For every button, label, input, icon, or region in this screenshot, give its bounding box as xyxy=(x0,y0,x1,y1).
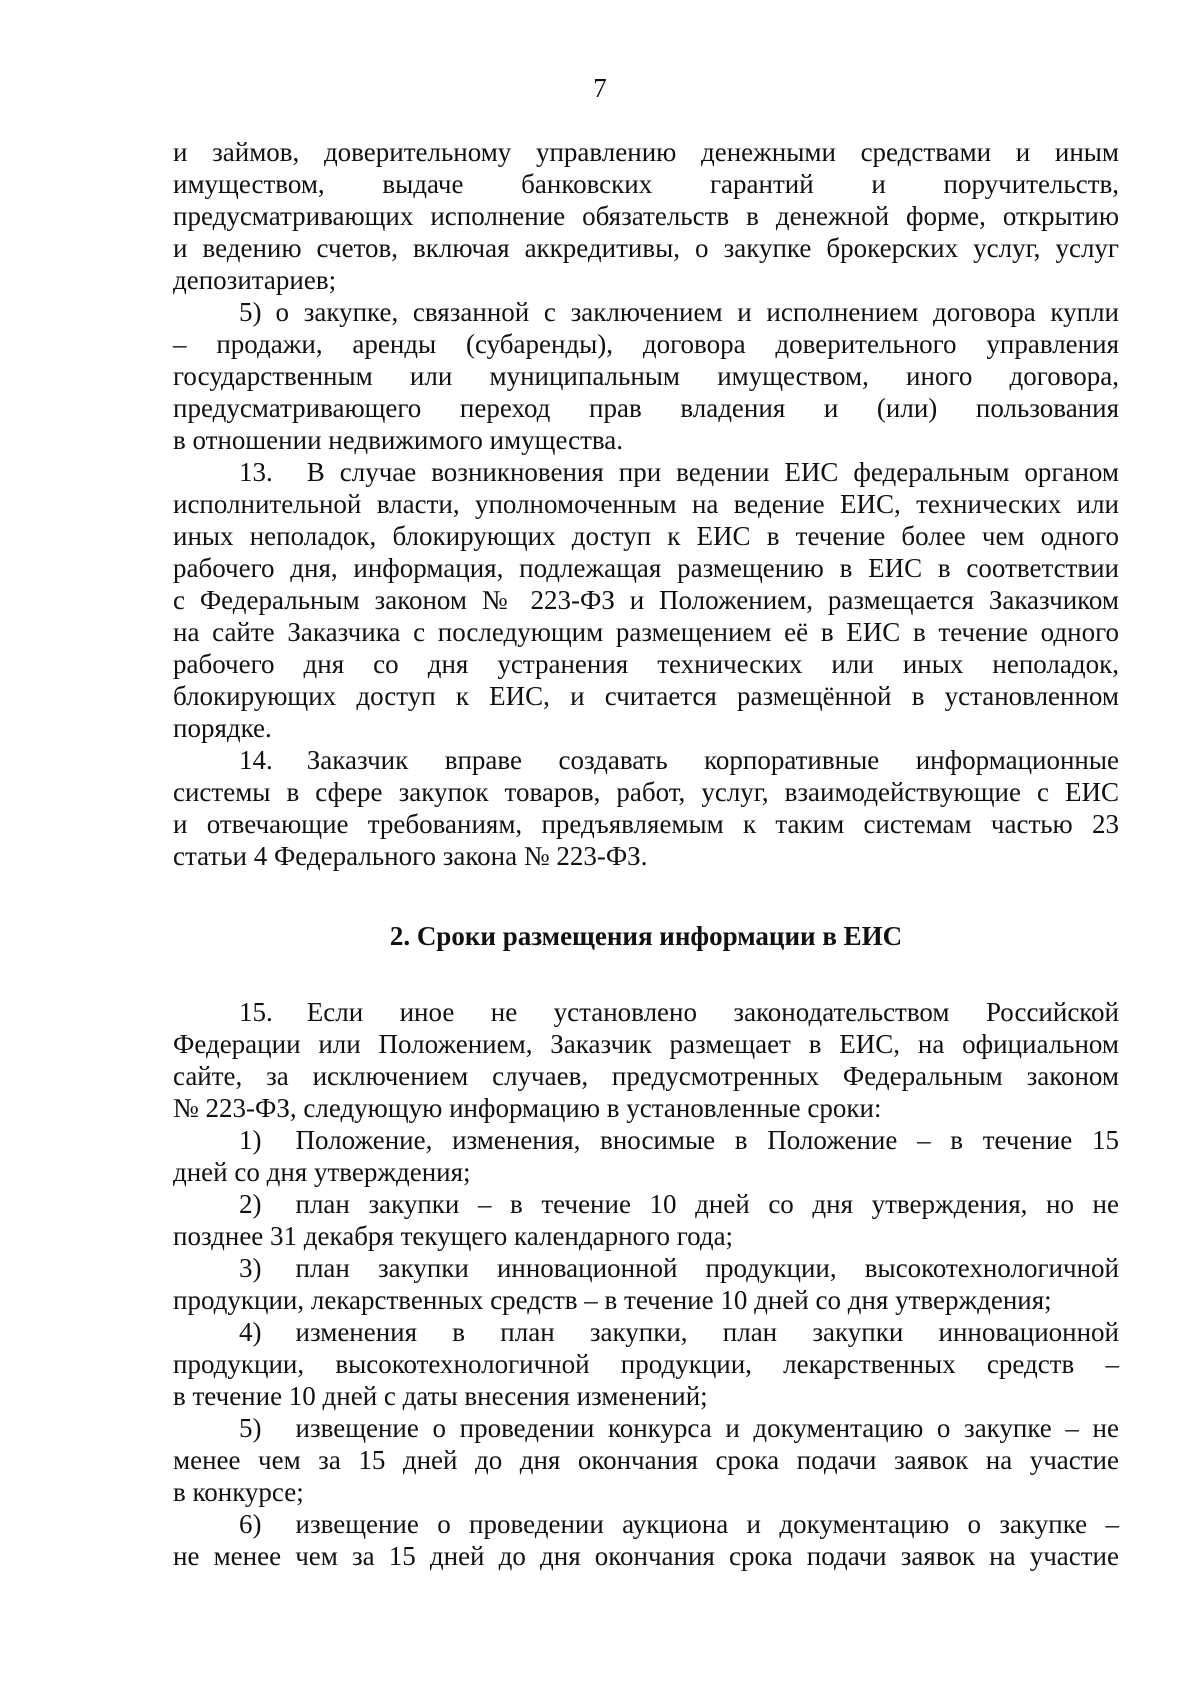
paragraph-number: 14. xyxy=(239,745,273,775)
document-body xyxy=(173,136,1119,1572)
line-text: изменения в план закупки, план закупки инновационной xyxy=(295,1317,1119,1347)
paragraph-number: 5) xyxy=(239,1413,262,1443)
line-text: Заказчик вправе создавать корпоративные информационные xyxy=(306,745,1119,775)
text-line: системы в сфере закупок товаров, работ, услуг, взаимодействующие с ЕИС xyxy=(173,777,1119,807)
text-line: предусматривающего переход прав владения и (или) пользования xyxy=(173,393,1119,423)
line-text: извещение о проведении аукциона и документацию о закупке – xyxy=(295,1509,1119,1539)
text-line: менее чем за 15 дней до дня окончания срока подачи заявок на участие xyxy=(173,1445,1119,1475)
text-line: и ведению счетов, включая аккредитивы, о закупке брокерских услуг, услуг xyxy=(173,233,1119,263)
paragraphs-top xyxy=(173,136,1119,872)
paragraph-i4 xyxy=(173,1316,1119,1412)
paragraph-number: 2) xyxy=(239,1189,262,1219)
text-line: – продажи, аренды (субаренды), договора доверительного управления xyxy=(173,329,1119,359)
paragraph-p15 xyxy=(173,996,1119,1124)
text-line: с Федеральным законом № 223-ФЗ и Положением, размещается Заказчиком xyxy=(173,585,1119,615)
text-line: на сайте Заказчика с последующим размещением её в ЕИС в течение одного xyxy=(173,617,1119,647)
text-line: № 223-ФЗ, следующую информацию в установленные сроки: xyxy=(173,1093,882,1123)
paragraph-cont xyxy=(173,136,1119,296)
text-line: порядке. xyxy=(173,713,272,743)
paragraph-i3 xyxy=(173,1252,1119,1316)
text-line xyxy=(173,296,1119,328)
paragraph-i5 xyxy=(173,1412,1119,1508)
paragraph-p14 xyxy=(173,744,1119,872)
text-line xyxy=(173,1316,1119,1348)
text-line: рабочего дня, информация, подлежащая размещению в ЕИС в соответствии xyxy=(173,553,1119,583)
text-line xyxy=(173,744,1119,776)
text-line: блокирующих доступ к ЕИС, и считается размещённой в установленном xyxy=(173,681,1119,711)
text-line: рабочего дня со дня устранения технических или иных неполадок, xyxy=(173,649,1119,679)
text-line xyxy=(173,996,1119,1028)
paragraph-p13 xyxy=(173,456,1119,744)
text-line xyxy=(173,1508,1119,1540)
text-line: статьи 4 Федерального закона № 223-ФЗ. xyxy=(173,841,648,871)
paragraph-number: 3) xyxy=(239,1253,262,1283)
text-line: в отношении недвижимого имущества. xyxy=(173,425,624,455)
text-line: Федерации или Положением, Заказчик размещает в ЕИС, на официальном xyxy=(173,1029,1119,1059)
text-line: предусматривающих исполнение обязательств в денежной форме, открытию xyxy=(173,201,1119,231)
text-line: сайте, за исключением случаев, предусмотренных Федеральным законом xyxy=(173,1061,1119,1091)
paragraph-number: 1) xyxy=(239,1125,262,1155)
text-line: дней со дня утверждения; xyxy=(173,1157,471,1187)
text-line: в течение 10 дней с даты внесения изменений; xyxy=(173,1381,708,1411)
paragraph-number: 13. xyxy=(239,457,273,487)
paragraph-i6 xyxy=(173,1508,1119,1572)
text-line: иных неполадок, блокирующих доступ к ЕИС в течение более чем одного xyxy=(173,521,1119,551)
line-text: о закупке, связанной с заключением и исполнением договора купли xyxy=(275,297,1119,327)
line-text: план закупки инновационной продукции, высокотехнологичной xyxy=(295,1253,1119,1283)
paragraph-number: 15. xyxy=(239,997,273,1027)
text-line: имуществом, выдаче банковских гарантий и поручительств, xyxy=(173,169,1119,199)
paragraphs-bottom xyxy=(173,996,1119,1572)
section-heading: 2. Сроки размещения информации в ЕИС xyxy=(389,921,903,951)
paragraph-i2 xyxy=(173,1188,1119,1252)
page-number: 7 xyxy=(593,73,607,103)
line-text: извещение о проведении конкурса и документацию о закупке – не xyxy=(295,1413,1119,1443)
line-text: Положение, изменения, вносимые в Положение – в течение 15 xyxy=(295,1125,1119,1155)
text-line: позднее 31 декабря текущего календарного года; xyxy=(173,1221,734,1251)
line-text: план закупки – в течение 10 дней со дня утверждения, но не xyxy=(295,1189,1119,1219)
paragraph-i1 xyxy=(173,1124,1119,1188)
line-text: Если иное не установлено законодательством Российской xyxy=(306,997,1119,1027)
paragraph-number: 5) xyxy=(239,297,262,327)
text-line: продукции, высокотехнологичной продукции, лекарственных средств – xyxy=(173,1349,1119,1379)
text-line: депозитариев; xyxy=(173,265,337,295)
text-line: продукции, лекарственных средств – в течение 10 дней со дня утверждения; xyxy=(173,1285,1052,1315)
text-line: исполнительной власти, уполномоченным на ведение ЕИС, технических или xyxy=(173,489,1119,519)
paragraph-item5 xyxy=(173,296,1119,456)
paragraph-number: 4) xyxy=(239,1317,262,1347)
text-line xyxy=(173,1412,1119,1444)
line-text: В случае возникновения при ведении ЕИС федеральным органом xyxy=(306,457,1119,487)
text-line xyxy=(173,1188,1119,1220)
text-line: не менее чем за 15 дней до дня окончания срока подачи заявок на участие xyxy=(173,1541,1119,1571)
text-line: государственным или муниципальным имуществом, иного договора, xyxy=(173,361,1119,391)
paragraph-number: 6) xyxy=(239,1509,262,1539)
text-line xyxy=(173,1124,1119,1156)
text-line: и займов, доверительному управлению денежными средствами и иным xyxy=(173,137,1119,167)
text-line xyxy=(173,456,1119,488)
text-line: в конкурсе; xyxy=(173,1477,304,1507)
text-line: и отвечающие требованиям, предъявляемым к таким системам частью 23 xyxy=(173,809,1119,839)
text-line xyxy=(173,1252,1119,1284)
